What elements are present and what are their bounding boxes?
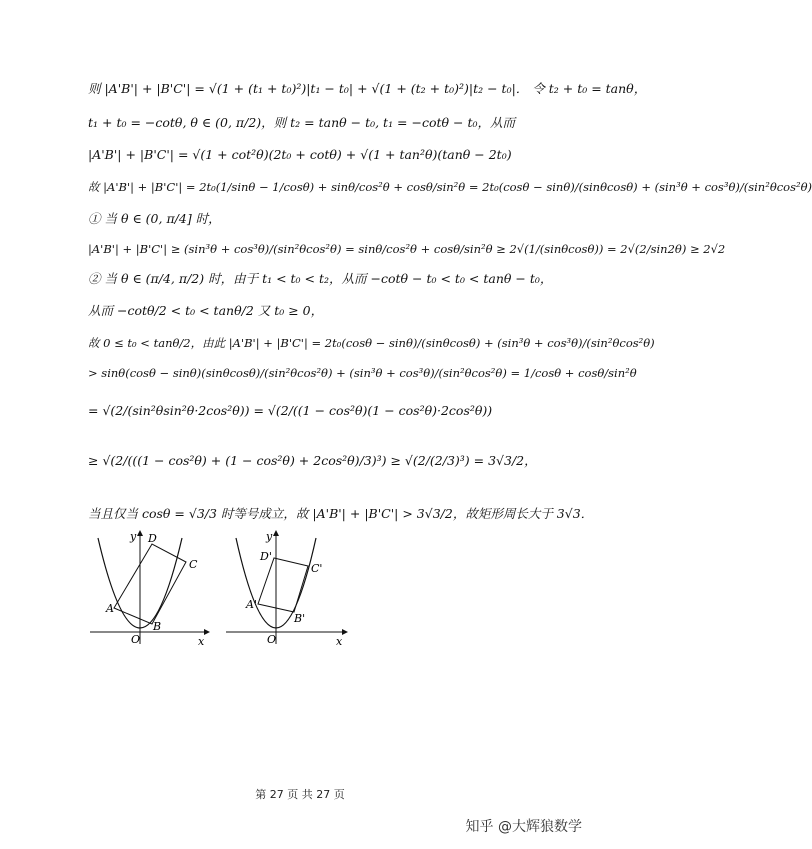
label-d-prime: D': [260, 550, 272, 563]
text-line-10: > sinθ(cosθ − sinθ)(sinθcosθ)/(sin²θcos²θ) + (sin³θ + cos³θ)/(sin²θcos²θ) = 1/cosθ + cosθ/sin²θ: [88, 366, 637, 380]
label-b: B: [153, 620, 162, 633]
label-c: C: [189, 558, 198, 571]
x-axis-arrow-icon: [204, 629, 210, 635]
text-line-1: 则 |A'B'| + |B'C'| = √(1 + (t₁ + t₀)²)|t₁ − t₀| + √(1 + (t₂ + t₀)²)|t₂ − t₀|． 令 t₂ + t₀ = tanθ，: [88, 81, 647, 96]
text-line-9: 故 0 ≤ t₀ < tanθ/2，由此 |A'B'| + |B'C'| = 2t₀(cosθ − sinθ)/(sinθcosθ) + (sin³θ + cos³θ)/(sin²θcos²θ): [88, 336, 655, 350]
rectangle-abcd-prime: [258, 558, 308, 612]
figure-right: [222, 528, 354, 648]
text-line-8: 从而 −cotθ/2 < t₀ < tanθ/2 又 t₀ ≥ 0，: [88, 303, 324, 318]
text-line-3: |A'B'| + |B'C'| = √(1 + cot²θ)(2t₀ + cotθ) + √(1 + tan²θ)(tanθ − 2t₀): [88, 147, 512, 162]
text-line-2: t₁ + t₀ = −cotθ, θ ∈ (0, π/2)，则 t₂ = tanθ − t₀, t₁ = −cotθ − t₀，从而: [88, 115, 516, 130]
text-line-5: ① 当 θ ∈ (0, π/4] 时，: [88, 211, 221, 226]
x-axis-arrow-icon: [342, 629, 348, 635]
text-line-11: = √(2/(sin²θsin²θ·2cos²θ)) = √(2/((1 − cos²θ)(1 − cos²θ)·2cos²θ)): [88, 403, 493, 418]
figure-left: [86, 528, 216, 648]
label-x: x: [198, 635, 205, 648]
label-origin: O: [131, 633, 141, 646]
label-y: y: [130, 530, 137, 543]
text-line-7: ② 当 θ ∈ (π/4, π/2) 时，由于 t₁ < t₀ < t₂，从而 −cotθ − t₀ < t₀ < tanθ − t₀，: [88, 271, 553, 286]
label-d: D: [148, 532, 157, 545]
text-line-13: 当且仅当 cosθ = √3/3 时等号成立，故 |A'B'| + |B'C'| > 3√3/2，故矩形周长大于 3√3．: [88, 506, 594, 521]
text-line-4: 故 |A'B'| + |B'C'| = 2t₀(1/sinθ − 1/cosθ) + sinθ/cos²θ + cosθ/sin²θ = 2t₀(cosθ − sinθ)/(sinθcosθ) + (sin³θ + cos³θ)/(sin²θcos²θ): [88, 180, 812, 194]
y-axis-arrow-icon: [137, 530, 143, 536]
label-y: y: [266, 530, 273, 543]
label-origin: O: [267, 633, 277, 646]
watermark: 知乎 @大辉狼数学: [465, 819, 582, 835]
label-c-prime: C': [311, 562, 323, 575]
label-b-prime: B': [294, 612, 306, 625]
label-a-prime: A': [246, 598, 257, 611]
y-axis-arrow-icon: [273, 530, 279, 536]
rectangle-abcd: [114, 544, 186, 624]
label-x: x: [336, 635, 343, 648]
text-line-12: ≥ √(2/(((1 − cos²θ) + (1 − cos²θ) + 2cos²θ)/3)³) ≥ √(2/(2/3)³) = 3√3/2，: [88, 453, 537, 468]
text-line-6: |A'B'| + |B'C'| ≥ (sin³θ + cos³θ)/(sin²θcos²θ) = sinθ/cos²θ + cosθ/sin²θ ≥ 2√(1/(sinθcosθ)) = 2√(2/sin2θ) ≥ 2√2: [88, 242, 726, 256]
page-footer: 第 27 页 共 27 页: [255, 788, 345, 801]
label-a: A: [106, 602, 114, 615]
